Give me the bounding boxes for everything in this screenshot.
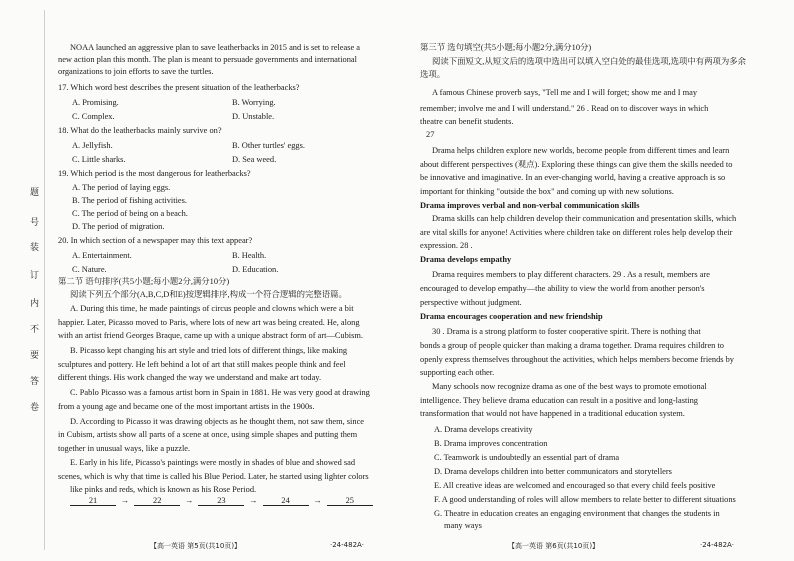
blank-25[interactable]: 25 (327, 496, 373, 506)
passage-line: remember; involve me and I will understand." 26 . Read on to discover ways in which (420, 104, 709, 113)
page-footer-right: 【高一英语 第6页(共10页)】 (508, 542, 600, 550)
binding-char: 卷 (30, 403, 40, 413)
passage-line: new action plan this month. The plan is meant to persuade governments and international (58, 55, 357, 64)
passage-line: Drama skills can help children develop their communication and presentation skills, which (432, 214, 737, 223)
option-20a: A. Entertainment. (72, 251, 132, 260)
binding-char: 订 (30, 271, 40, 281)
section-2-instructions: 阅读下列五个部分(A,B,C,D和E)按逻辑排序,构成一个符合逻辑的完整语篇。 (70, 290, 347, 299)
page-code-left: ·24-482A· (330, 541, 365, 549)
option-19c: C. The period of being on a beach. (72, 209, 188, 218)
passage-line: encouraged to develop empathy—the ability to view the world from another person's (420, 284, 705, 293)
subheading: Drama develops empathy (420, 255, 512, 264)
passage-line: openly express themselves throughout the activities, which helps members become friends by (420, 355, 734, 364)
section-3-heading: 第三节 选句填空(共5小题;每小题2分,满分10分) (420, 43, 592, 52)
option-18a: A. Jellyfish. (72, 141, 113, 150)
paragraph-line: different things. His work changed the way we understand and make art today. (58, 373, 322, 382)
subheading: Drama improves verbal and non-verbal communication skills (420, 201, 640, 210)
binding-margin (0, 0, 48, 561)
paragraph-line: like pinks and reds, which is known as his Rose Period. (70, 485, 257, 494)
answer-option: E. All creative ideas are welcomed and encouraged so that every child feels positive (434, 481, 716, 490)
section-3-instructions: 阅读下面短文,从短文后的选项中选出可以填入空白处的最佳选项,选项中有两项为多余 (432, 57, 747, 66)
option-20b: B. Health. (232, 251, 267, 260)
question-18: 18. What do the leatherbacks mainly survive on? (58, 126, 222, 135)
option-17b: B. Worrying. (232, 98, 276, 107)
option-19b: B. The period of fishing activities. (72, 196, 187, 205)
answer-option: many ways (444, 521, 482, 530)
passage-line: theatre can benefit students. (420, 117, 514, 126)
page-footer-left: 【高一英语 第5页(共10页)】 (150, 542, 242, 550)
binding-char: 不 (30, 325, 40, 335)
order-blanks (70, 496, 373, 506)
page-code-right: ·24-482A· (700, 541, 735, 549)
passage-line: A famous Chinese proverb says, "Tell me and I will forget; show me and I may (432, 88, 698, 97)
option-18d: D. Sea weed. (232, 155, 277, 164)
answer-option: B. Drama improves concentration (434, 439, 548, 448)
passage-line: organizations to join efforts to save the turtles. (58, 67, 214, 76)
subheading: Drama encourages cooperation and new friendship (420, 312, 603, 321)
paragraph-line: from a young age and became one of the most important artists in the 1900s. (58, 402, 315, 411)
question-20: 20. In which section of a newspaper may this text appear? (58, 236, 253, 245)
passage-line: intelligence. They believe drama education can result in a positive and long-lasting (420, 396, 698, 405)
blank-24[interactable]: 24 (263, 496, 309, 506)
paragraph-line: E. Early in his life, Picasso's paintings were mostly in shades of blue and showed sad (70, 458, 356, 467)
passage-line: expression. 28 . (420, 241, 473, 250)
binding-char: 题 (30, 188, 40, 198)
answer-option: A. Drama develops creativity (434, 425, 533, 434)
passage-line: important for thinking "outside the box" and coming up with new solutions. (420, 187, 674, 196)
arrow: → (313, 496, 322, 505)
paragraph-line: A. During this time, he made paintings of circus people and clowns which were a bit (70, 304, 354, 313)
passage-line: 30 . Drama is a strong platform to foster cooperative spirit. There is nothing that (432, 327, 701, 336)
arrow: → (185, 496, 194, 505)
paragraph-line: with an artist friend Georges Braque, came up with a unique abstract form of art—Cubism. (58, 331, 363, 340)
passage-line: Drama requires members to play different characters. 29 . As a result, members are (432, 270, 710, 279)
answer-option: D. Drama develops children into better communicators and storytellers (434, 467, 672, 476)
option-19a: A. The period of laying eggs. (72, 183, 171, 192)
passage-line: 27 (426, 130, 435, 139)
binding-char: 要 (30, 351, 40, 361)
passage-line: be innovative and imaginative. In an ever-changing world, having a creative approach is so (420, 173, 726, 182)
blank-23[interactable]: 23 (198, 496, 244, 506)
paragraph-line: B. Picasso kept changing his art style and tried lots of different things, like making (70, 346, 348, 355)
binding-char: 号 (30, 218, 40, 228)
blank-22[interactable]: 22 (134, 496, 180, 506)
blank-21[interactable]: 21 (70, 496, 116, 506)
question-17: 17. Which word best describes the present situation of the leatherbacks? (58, 83, 300, 92)
option-18b: B. Other turtles' eggs. (232, 141, 305, 150)
paragraph-line: C. Pablo Picasso was a famous artist born in Spain in 1881. He was very good at drawing (70, 388, 370, 397)
option-19d: D. The period of migration. (72, 222, 165, 231)
option-17a: A. Promising. (72, 98, 119, 107)
answer-option: G. Theatre in education creates an engaging environment that changes the students in (434, 509, 720, 518)
binding-char: 装 (30, 243, 40, 253)
passage-line: NOAA launched an aggressive plan to save leatherbacks in 2015 and is set to release a (70, 43, 361, 52)
option-17d: D. Unstable. (232, 112, 275, 121)
paragraph-line: scenes, which is why that time is called his Blue Period. Later, he started using lighter colors (58, 472, 369, 481)
passage-line: Many schools now recognize drama as one of the best ways to promote emotional (432, 382, 707, 391)
binding-char: 内 (30, 299, 40, 309)
option-18c: C. Little sharks. (72, 155, 126, 164)
paragraph-line: in Cubism, artists show all parts of a scene at once, using simple shapes and putting them (58, 430, 358, 439)
option-17c: C. Complex. (72, 112, 115, 121)
passage-line: supporting each other. (420, 368, 495, 377)
passage-line: perspective without judgment. (420, 298, 522, 307)
paragraph-line: D. According to Picasso it was drawing objects as he thought them, not saw them, since (70, 417, 365, 426)
question-19: 19. Which period is the most dangerous for leatherbacks? (58, 169, 251, 178)
arrow: → (249, 496, 258, 505)
answer-option: C. Teamwork is undoubtedly an essential part of drama (434, 453, 620, 462)
option-20d: D. Education. (232, 265, 279, 274)
arrow: → (120, 496, 130, 505)
option-20c: C. Nature. (72, 265, 107, 274)
passage-line: transformation that would not have happened in a traditional education system. (420, 409, 685, 418)
paragraph-line: together in unusual ways, like a puzzle. (58, 444, 191, 453)
section-2-heading: 第二节 语句排序(共5小题;每小题2分,满分10分) (58, 277, 230, 286)
binding-char: 答 (30, 377, 40, 387)
paragraph-line: happier. Later, Picasso moved to Paris, where lots of new art was being created. He, along (58, 318, 360, 327)
passage-line: Drama helps children explore new worlds, become people from different times and learn (432, 146, 730, 155)
binding-line (44, 10, 45, 550)
section-3-instructions: 选项。 (420, 70, 446, 79)
passage-line: bonds a group of people quicker than making a drama together. Drama requires children to (420, 341, 724, 350)
passage-line: are vital skills for anyone! Activities where children take on different roles help develop their (420, 228, 733, 237)
answer-option: F. A good understanding of roles will allow members to relate better to different situations (434, 495, 736, 504)
paragraph-line: sculptures and pottery. He left behind a lot of art that still makes people think and feel (58, 360, 346, 369)
passage-line: about different perspectives (观点). Exploring these things can give them the skills needed to (420, 160, 733, 169)
